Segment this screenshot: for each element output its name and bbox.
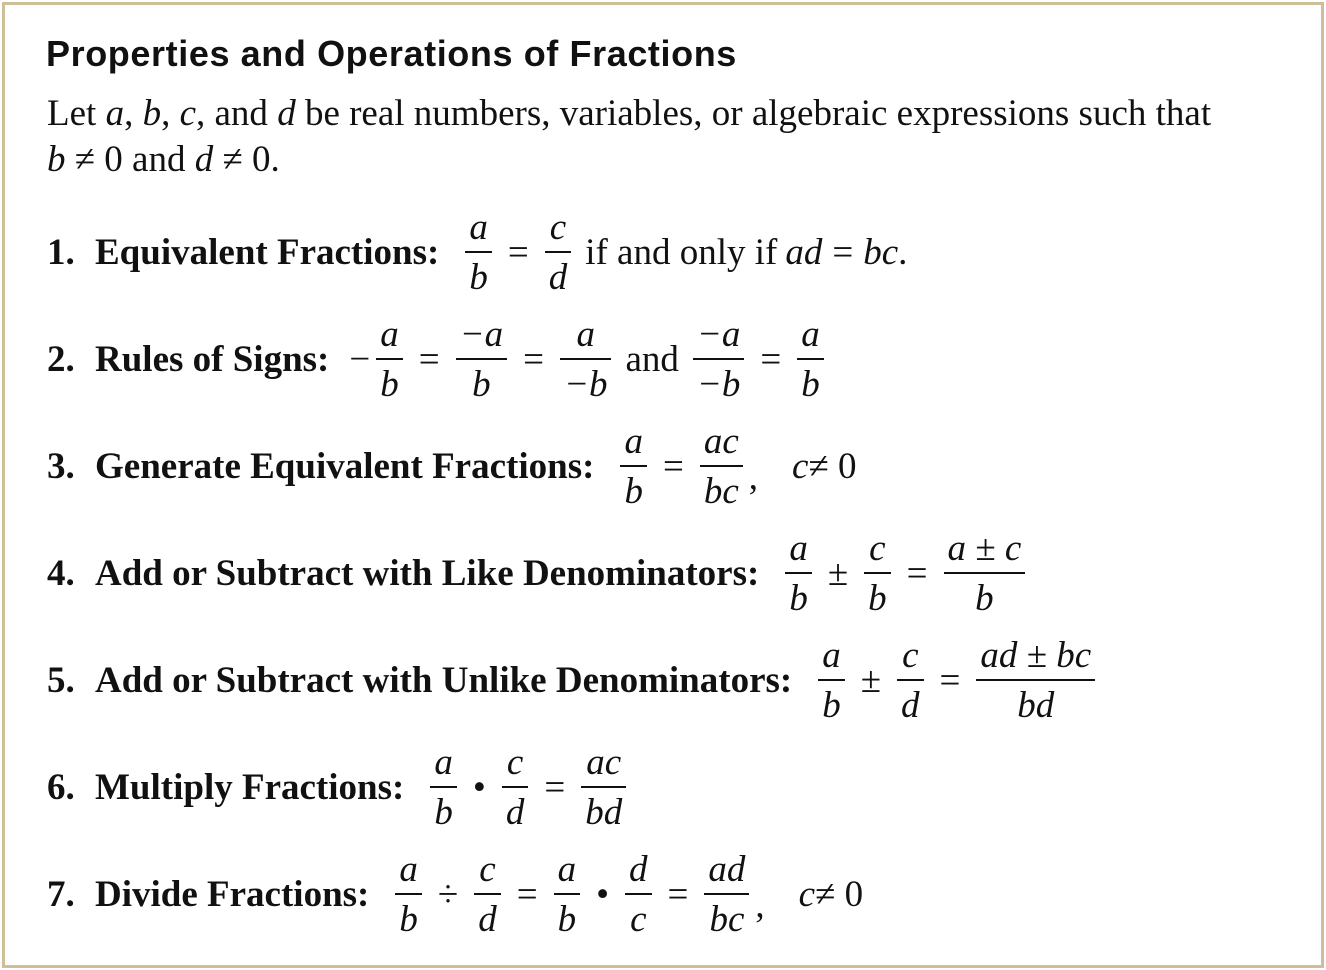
property-4-like-denominators [47, 523, 1031, 623]
item-label: Multiply Fractions: [95, 766, 405, 808]
fraction: $\frac{a}{b}$ [376, 316, 403, 403]
dot-operator: • [596, 873, 610, 915]
equals-sign: = [906, 552, 928, 594]
fraction: $\frac{-a}{b}$ [456, 316, 507, 403]
fraction: $\frac{c}{d}$ [545, 209, 572, 296]
intro-line-2: b ≠ 0 and d ≠ 0. [47, 139, 280, 180]
fraction: $\frac{c}{b}$ [864, 530, 891, 617]
item-number: 5. [47, 659, 75, 701]
condition-variable: c [798, 873, 816, 915]
item-number: 2. [47, 338, 75, 380]
and-text: and [625, 338, 679, 380]
intro-line-1: Let a, b, c, and d be real numbers, variables, or algebraic expressions such that [47, 93, 1212, 134]
item-number: 6. [47, 766, 75, 808]
expression: ad [785, 231, 823, 273]
fraction: $\frac{ad}{bc}$ [704, 851, 749, 938]
property-3-generate-equivalent-fractions: 3. Generate Equivalent Fractions: $\frac{a}{b}$ = $\frac{ac}{bc}$ , c ≠ 0 [47, 420, 857, 512]
fraction: $\frac{c}{d}$ [502, 744, 529, 831]
plus-minus-sign: ± [827, 552, 849, 594]
equals-sign: = [418, 338, 440, 380]
equals-sign: = [832, 231, 854, 273]
property-1-equivalent-fractions: 1. Equivalent Fractions: $\frac{a}{b}$ = $\frac{c}{d}$ if and only if ad = bc . [47, 206, 908, 298]
property-2-rules-of-signs [47, 309, 830, 409]
property-6-multiply-fractions [47, 737, 632, 837]
divide-sign: ÷ [437, 873, 459, 915]
condition-text: if and only if [585, 231, 778, 273]
item-label: Add or Subtract with Unlike Denominators: [95, 659, 793, 701]
fraction: $\frac{a}{b}$ [818, 637, 845, 724]
equals-sign: = [523, 338, 544, 380]
properties-box [2, 2, 1324, 968]
equals-sign: = [544, 766, 566, 808]
item-label: Generate Equivalent Fractions: [95, 445, 595, 487]
equals-sign: = [939, 659, 961, 701]
expression: bc [863, 231, 899, 273]
item-number: 3. [47, 445, 75, 487]
item-number: 1. [47, 231, 75, 273]
fraction: $\frac{a}{b}$ [430, 744, 457, 831]
fraction: $\frac{ad \pm bc}{bd}$ [976, 637, 1095, 724]
item-number: 7. [47, 873, 75, 915]
fraction: $\frac{d}{c}$ [625, 851, 652, 938]
condition-variable: c [792, 445, 809, 487]
property-5-unlike-denominators [47, 630, 1101, 730]
item-label: Add or Subtract with Like Denominators: [95, 552, 760, 594]
page-title: Properties and Operations of Fractions [46, 33, 737, 74]
fraction: $\frac{a}{b}$ [797, 316, 824, 403]
fraction: $\frac{a}{b}$ [785, 530, 812, 617]
intro-text [47, 91, 1211, 183]
item-number: 4. [47, 552, 75, 594]
negative-sign: − [349, 338, 371, 380]
dot-operator: • [472, 766, 486, 808]
item-label: Rules of Signs: [95, 338, 330, 380]
fraction: $\frac{a}{b}$ [554, 851, 581, 938]
fraction: $\frac{a}{-b}$ [560, 316, 611, 403]
fraction: $\frac{a}{b}$ [465, 209, 492, 296]
fraction: $\frac{c}{d}$ [474, 851, 501, 938]
fraction: $\frac{ac}{bd}$ [581, 744, 626, 831]
fraction: $\frac{c}{d}$ [897, 637, 924, 724]
equals-sign: = [667, 873, 689, 915]
property-7-divide-fractions: 7. Divide Fractions: $\frac{a}{b}$ ÷ $\frac{c}{d}$ = $\frac{a}{b}$ • $\frac{d}{c}$ = $\frac{ad}{bc}$ , c ≠ 0 [47, 848, 864, 940]
equals-sign: = [516, 873, 538, 915]
fraction: $\frac{a \pm c}{b}$ [944, 530, 1026, 617]
fraction: $\frac{-a}{-b}$ [693, 316, 744, 403]
condition: ≠ 0 [815, 873, 864, 915]
fraction: $\frac{ac}{bc}$ [700, 423, 743, 510]
item-label: Divide Fractions: [95, 873, 370, 915]
fraction: $\frac{a}{b}$ [620, 423, 647, 510]
condition: ≠ 0 [808, 445, 857, 487]
equals-sign: = [507, 231, 529, 273]
fraction: $\frac{a}{b}$ [395, 851, 422, 938]
equals-sign: = [662, 445, 684, 487]
equals-sign: = [760, 338, 782, 380]
plus-minus-sign: ± [860, 659, 882, 701]
item-label: Equivalent Fractions: [95, 231, 440, 273]
